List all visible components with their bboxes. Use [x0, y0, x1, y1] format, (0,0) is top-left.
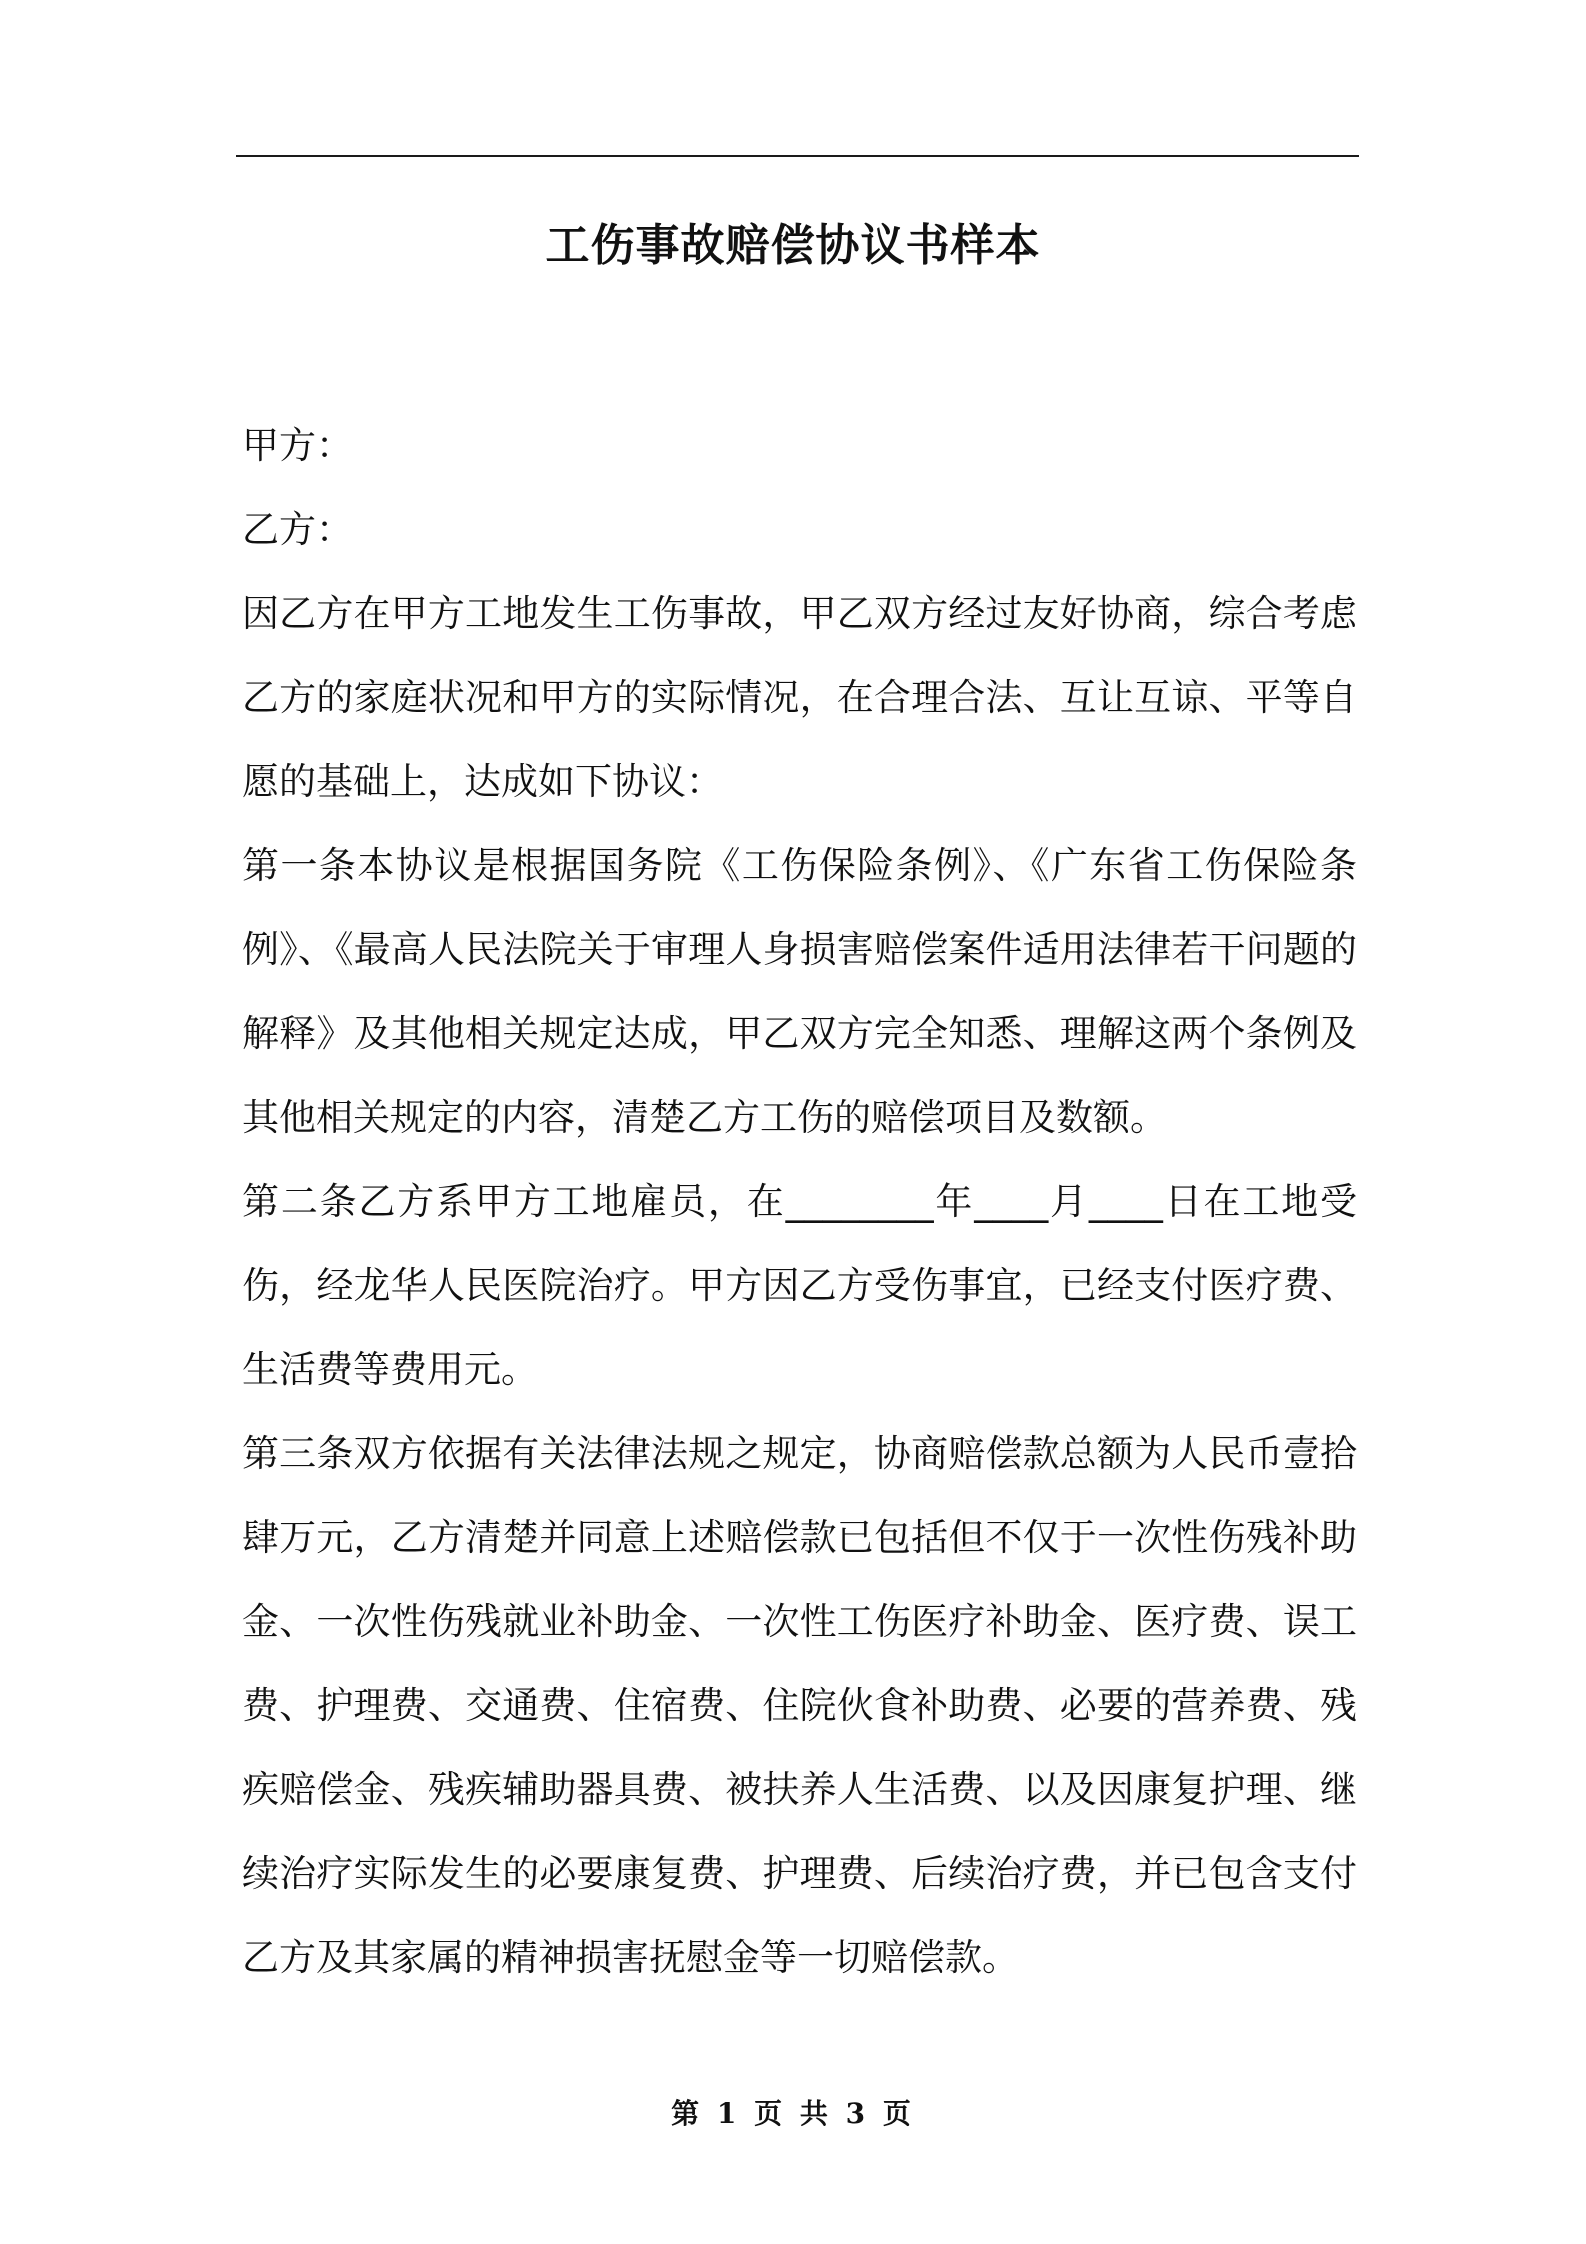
document-body	[242, 404, 1357, 2000]
party-b-line: 乙方：	[242, 508, 353, 551]
document-title: 工伤事故赔偿协议书样本	[545, 220, 1041, 271]
page-number: 第 1 页 共 3 页	[671, 2097, 915, 2130]
article-1-paragraph: 第一条本协议是根据国务院《工伤保险条例》、《广东省工伤保险条例》、《最高人民法院关于审理人身损害赔偿案件适用法律若干问题的解释》及其他相关规定达成，甲乙双方完全知悉、理解这两个条例及其他相关规定的内容，清楚乙方工伤的赔偿项目及数额。	[242, 844, 1357, 1139]
header-rule	[236, 155, 1359, 157]
preamble-paragraph: 因乙方在甲方工地发生工伤事故，甲乙双方经过友好协商，综合考虑乙方的家庭状况和甲方的实际情况，在合理合法、互让互谅、平等自愿的基础上，达成如下协议：	[242, 592, 1357, 803]
article-3-paragraph: 第三条双方依据有关法律法规之规定，协商赔偿款总额为人民币壹拾肆万元，乙方清楚并同意上述赔偿款已包括但不仅于一次性伤残补助金、一次性伤残就业补助金、一次性工伤医疗补助金、医疗费、误工费、护理费、交通费、住宿费、住院伙食补助费、必要的营养费、残疾赔偿金、残疾辅助器具费、被扶养人生活费、以及因康复护理、继续治疗实际发生的必要康复费、护理费、后续治疗费，并已包含支付乙方及其家属的精神损害抚慰金等一切赔偿款。	[242, 1432, 1357, 1979]
party-a-line: 甲方：	[242, 424, 353, 467]
article-2-paragraph: 第二条乙方系甲方工地雇员，在________年____月____日在工地受伤，经龙华人民医院治疗。甲方因乙方受伤事宜，已经支付医疗费、生活费等费用元。	[242, 1180, 1357, 1391]
